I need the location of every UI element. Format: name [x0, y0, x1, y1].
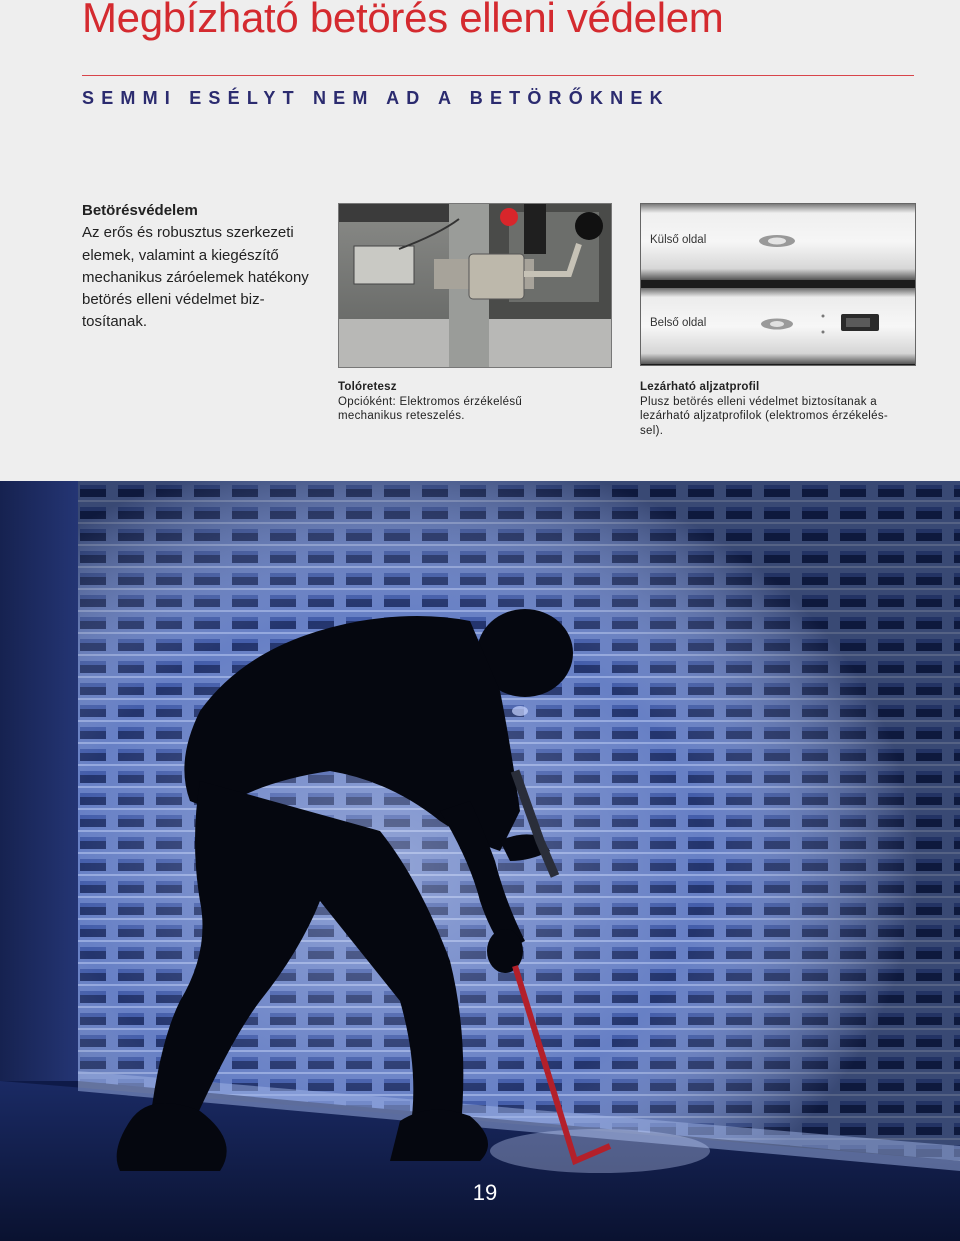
bolt-caption-body: Opcióként: Elektromos érzékelésű mechanikus reteszelés. [338, 395, 523, 422]
intro-heading: Betörésvédelem [82, 202, 198, 219]
slide-bolt-photo [338, 203, 612, 368]
bolt-caption-heading: Tolóretesz [338, 381, 397, 393]
intro-body: Az erős és robusztus szerkezeti elemek, valamint a kiegészítő mechanikus záróelemek hatékony betörés elleni védelmet biz- tosítanak. [82, 224, 309, 331]
sill-caption-heading: Lezárható aljzatprofil [640, 381, 760, 393]
title-divider [82, 75, 914, 76]
intro-text-block [82, 200, 332, 334]
sill-inner-panel [641, 288, 915, 364]
sill-inner-label: Belső oldal [650, 317, 707, 329]
page-subtitle: SEMMI ESÉLYT NEM AD A BETÖRŐKNEK [82, 88, 670, 108]
sill-outer-label: Külső oldal [650, 234, 707, 246]
sill-caption-body: Plusz betörés elleni védelmet biztosítanak a lezárható aljzatprofilok (elektromos érzékelés- sel). [640, 395, 889, 437]
bolt-caption [338, 380, 618, 424]
sill-caption [640, 380, 940, 438]
page-number: 19 [472, 1180, 498, 1205]
page-title: Megbízható betörés elleni védelem [82, 0, 724, 41]
sill-profile-photo [640, 203, 916, 366]
sill-outer-panel [641, 204, 915, 280]
burglar-photo [0, 481, 960, 1241]
